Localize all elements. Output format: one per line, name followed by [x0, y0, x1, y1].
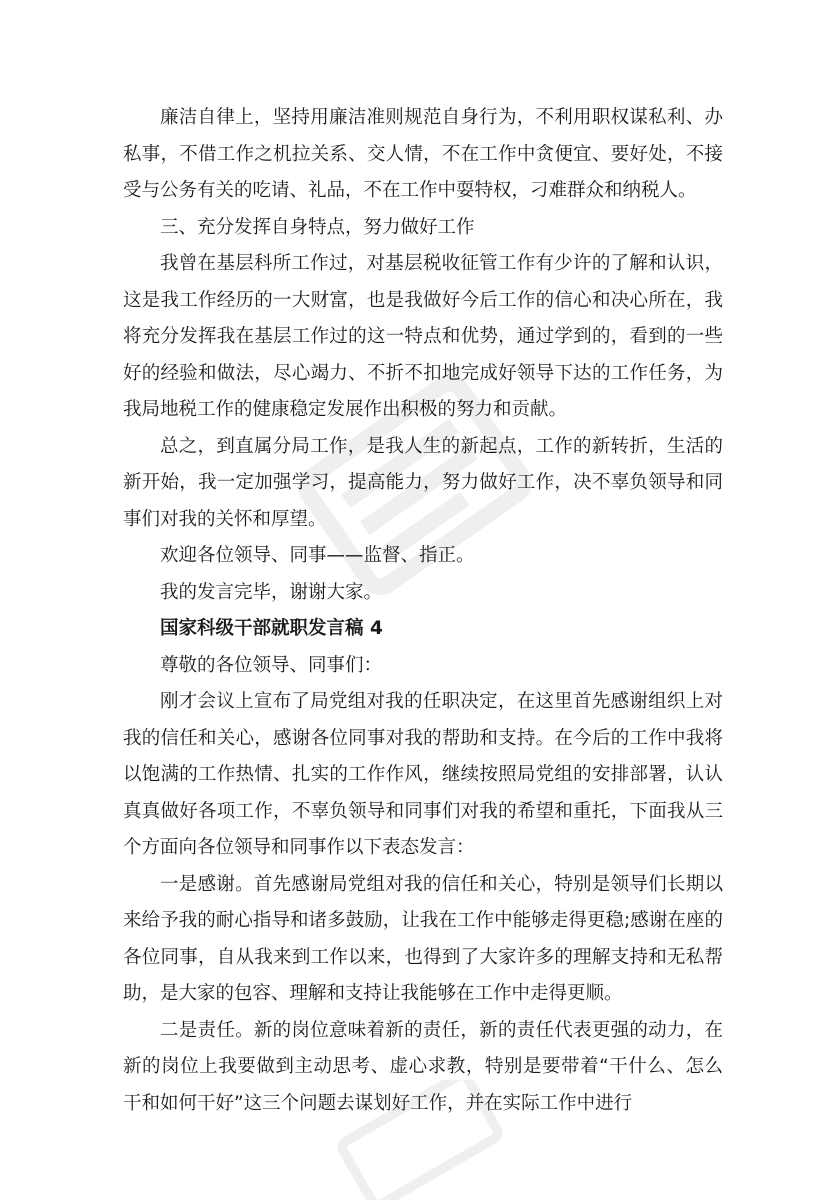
paragraph-summary: 总之，到直属分局工作，是我人生的新起点，工作的新转折，生活的新开始，我一定加强学习，提高能力，努力做好工作，决不辜负领导和同事们对我的关怀和厚望。: [123, 435, 723, 530]
section-heading-three: 三、充分发挥自身特点，努力做好工作: [160, 216, 475, 238]
salutation: 尊敬的各位领导、同事们：: [160, 654, 383, 676]
paragraph-grassroots-experience: 我曾在基层科所工作过，对基层税收征管工作有少许的了解和认识，这是我工作经历的一大财富，也是我做好今后工作的信心和决心所在，我将充分发挥我在基层工作过的这一特点和优势，通过学到的，看到的一些好的经验和做法，尽心竭力、不折不扣地完成好领导下达的工作任务，为我局地税工作的健康稳定发展作出积极的努力和贡献。: [123, 253, 723, 420]
paragraph-responsibility: 二是责任。新的岗位意味着新的责任，新的责任代表更强的动力，在新的岗位上我要做到主动思考、虚心求教，特别是要带着“干什么、怎么干和如何干好”这三个问题去谋划好工作，并在实际工作中进行: [123, 1019, 723, 1114]
paragraph-opening: 刚才会议上宣布了局党组对我的任职决定，在这里首先感谢组织上对我的信任和关心，感谢各位同事对我的帮助和支持。在今后的工作中我将以饱满的工作热情、扎实的工作作风，继续按照局党组的安排部署，认认真真做好各项工作，不辜负领导和同事们对我的希望和重托，下面我从三个方面向各位领导和同事作以下表态发言：: [123, 691, 723, 858]
paragraph-welcome-supervision: 欢迎各位领导、同事——监督、指正。: [160, 545, 475, 566]
paragraph-gratitude: 一是感谢。首先感谢局党组对我的信任和关心，特别是领导们长期以来给予我的耐心指导和诸多鼓励，让我在工作中能够走得更稳;感谢在座的各位同事，自从我来到工作以来，也得到了大家许多的理解支持和无私帮助，是大家的包容、理解和支持让我能够在工作中走得更顺。: [123, 873, 723, 1004]
speech-title-4: 国家科级干部就职发言稿 4: [160, 618, 383, 639]
document-body: [123, 100, 723, 1122]
paragraph-closing-thanks: 我的发言完毕，谢谢大家。: [160, 581, 383, 603]
paragraph-integrity: 廉洁自律上，坚持用廉洁准则规范自身行为，不利用职权谋私利、办私事，不借工作之机拉关系、交人情，不在工作中贪便宜、要好处，不接受与公务有关的吃请、礼品，不在工作中耍特权，刁难群众和纳税人。: [123, 107, 723, 201]
